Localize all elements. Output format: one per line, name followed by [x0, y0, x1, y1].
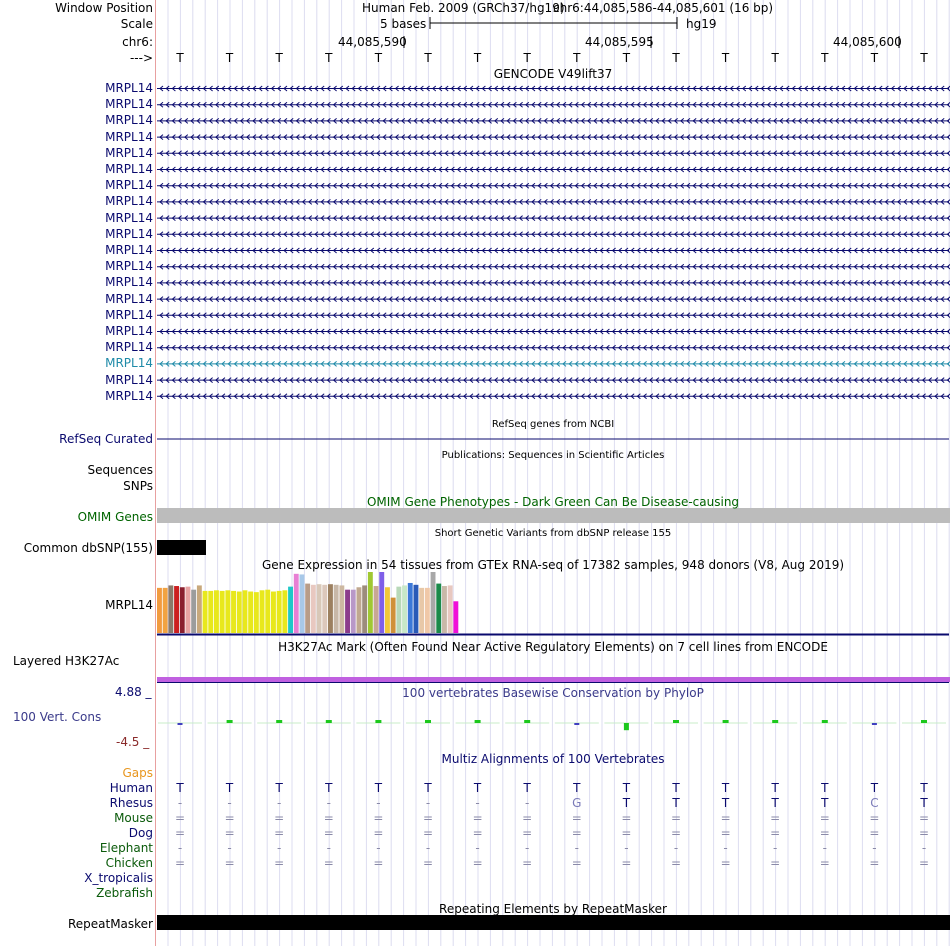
alignment-base: - — [525, 841, 530, 855]
alignment-base: = — [720, 811, 731, 825]
alignment-base: = — [819, 811, 830, 825]
alignment-base: = — [770, 826, 781, 840]
alignment-base: - — [773, 841, 778, 855]
reference-base: T — [573, 51, 581, 65]
gtex-gene-label[interactable]: MRPL14 — [105, 598, 153, 612]
gencode-transcript-label[interactable]: MRPL14 — [105, 372, 153, 387]
gencode-transcript-label[interactable]: MRPL14 — [105, 243, 153, 257]
omim-title: OMIM Gene Phenotypes - Dark Green Can Be Disease-causing — [366, 495, 740, 509]
gtex-tissue-bar — [294, 574, 299, 633]
gtex-tissue-bar — [379, 572, 384, 633]
gencode-transcript-label[interactable]: MRPL14 — [105, 291, 153, 306]
gtex-tissue-bar — [180, 587, 185, 633]
alignment-base: = — [323, 856, 334, 870]
alignment-base: T — [473, 781, 482, 795]
species-label[interactable]: Dog — [128, 826, 153, 840]
alignment-base: = — [224, 826, 235, 840]
alignment-base: = — [918, 856, 930, 870]
multiz-title: Multiz Alignments of 100 Vertebrates — [441, 752, 665, 766]
alignment-base: = — [174, 811, 186, 825]
gtex-tissue-bar — [374, 586, 379, 633]
alignment-base: - — [277, 841, 282, 855]
alignment-base: T — [771, 781, 779, 795]
phylop-score-bar — [772, 720, 778, 723]
species-label[interactable]: Mouse — [114, 811, 153, 825]
reference-base: T — [424, 51, 432, 65]
alignment-base: = — [918, 811, 930, 825]
alignment-base: = — [422, 811, 434, 825]
alignment-base: T — [622, 796, 631, 810]
tick-label-3: 44,085,600 — [833, 35, 902, 49]
gtex-tissue-bar — [214, 590, 219, 633]
reference-base: T — [920, 51, 928, 65]
alignment-base: = — [670, 826, 682, 840]
reference-base: T — [275, 51, 283, 65]
alignment-base: - — [475, 841, 480, 855]
alignment-base: = — [422, 856, 434, 870]
alignment-base: = — [621, 811, 632, 825]
alignment-base: T — [821, 796, 829, 810]
reference-base: T — [325, 51, 333, 65]
gencode-transcript-label[interactable]: MRPL14 — [105, 356, 153, 371]
omim-label[interactable]: OMIM Genes — [77, 510, 153, 524]
phylop-score-bar — [921, 720, 927, 723]
h3k27ac-signal — [157, 677, 950, 682]
scale-text: 5 bases — [380, 17, 427, 31]
repeatmasker-title: Repeating Elements by RepeatMasker — [439, 902, 667, 916]
alignment-base: T — [225, 781, 234, 795]
dbsnp-variant-bar — [157, 540, 206, 555]
alignment-base: = — [770, 811, 781, 825]
gencode-transcript-label[interactable]: MRPL14 — [105, 162, 153, 176]
gencode-transcript-label[interactable]: MRPL14 — [105, 178, 153, 193]
phylop-score-bar — [624, 723, 629, 730]
gencode-transcript-label[interactable]: MRPL14 — [105, 259, 153, 274]
alignment-base: T — [573, 781, 581, 795]
alignment-base: = — [174, 856, 186, 870]
gtex-tissue-bar — [277, 591, 282, 633]
tick-label-1: 44,085,590 — [338, 35, 407, 49]
alignment-base: = — [422, 826, 434, 840]
gtex-tissue-bar — [305, 584, 310, 633]
gtex-tissue-bar — [248, 592, 253, 633]
phylop-ymax: 4.88 _ — [115, 685, 152, 699]
alignment-base: = — [274, 811, 285, 825]
alignment-base: T — [275, 781, 283, 795]
alignment-base: T — [721, 781, 730, 795]
gtex-tissue-bar — [436, 584, 441, 633]
alignment-base: = — [174, 826, 186, 840]
gtex-tissue-bar — [351, 590, 356, 633]
gtex-tissue-bar — [282, 590, 287, 633]
refseq-label[interactable]: RefSeq Curated — [59, 432, 153, 446]
species-label[interactable]: Zebrafish — [96, 886, 153, 900]
alignment-base: = — [522, 856, 533, 870]
alignment-base: - — [376, 841, 381, 855]
phylop-score-bar — [673, 720, 679, 723]
alignment-base: T — [672, 781, 680, 795]
gtex-tissue-bar — [448, 585, 453, 633]
phylop-score-bar — [723, 720, 729, 723]
alignment-base: T — [424, 781, 432, 795]
phylop-score-bar — [524, 720, 530, 723]
gtex-tissue-bar — [396, 587, 401, 633]
phylop-score-bar — [425, 720, 431, 723]
alignment-base: - — [723, 841, 728, 855]
alignment-base: = — [720, 856, 731, 870]
reference-base: T — [870, 51, 879, 65]
gencode-transcript-label[interactable]: MRPL14 — [105, 388, 153, 403]
h3k27ac-label[interactable]: Layered H3K27Ac — [13, 654, 120, 668]
phylop-label[interactable]: 100 Vert. Cons — [13, 710, 102, 724]
gencode-transcript-label[interactable]: MRPL14 — [105, 129, 153, 144]
gtex-tissue-bar — [414, 585, 419, 633]
alignment-base: - — [277, 796, 282, 810]
alignment-base: T — [325, 781, 333, 795]
alignment-base: G — [572, 796, 582, 810]
gencode-transcript-label[interactable]: MRPL14 — [105, 145, 153, 160]
chrom-label: chr6: — [122, 35, 153, 49]
gtex-tissue-bar — [197, 585, 202, 633]
gtex-tissue-bar — [391, 598, 396, 633]
alignment-base: T — [821, 781, 829, 795]
gtex-tissue-bar — [231, 591, 236, 633]
gencode-transcript-label[interactable]: MRPL14 — [105, 81, 153, 95]
gtex-tissue-bar — [385, 587, 390, 633]
gencode-title: GENCODE V49lift37 — [493, 67, 613, 81]
alignment-base: T — [870, 781, 879, 795]
alignment-base: - — [624, 841, 629, 855]
species-label[interactable]: Human — [109, 781, 153, 795]
alignment-base: = — [373, 826, 384, 840]
gtex-tissue-bar — [334, 585, 339, 633]
alignment-base: = — [323, 826, 334, 840]
alignment-base: = — [472, 856, 483, 870]
h3k27ac-title: H3K27Ac Mark (Often Found Near Active Regulatory Elements) on 7 cell lines from ENCODE — [278, 640, 828, 654]
gtex-tissue-bar — [345, 590, 350, 633]
scale-label: Scale — [120, 17, 153, 31]
alignment-base: = — [224, 811, 235, 825]
reference-base: T — [176, 51, 184, 65]
reference-base: T — [721, 51, 730, 65]
dbsnp-title: Short Genetic Variants from dbSNP release 155 — [434, 528, 672, 539]
assembly-text: Human Feb. 2009 (GRCh37/hg19) — [362, 1, 565, 15]
alignment-base: T — [721, 796, 730, 810]
publications-label[interactable]: Sequences — [87, 463, 153, 477]
alignment-base: - — [326, 796, 331, 810]
alignment-base: = — [571, 826, 582, 840]
alignment-base: - — [227, 841, 232, 855]
alignment-base: = — [770, 856, 781, 870]
alignment-base: = — [869, 826, 880, 840]
alignment-base: = — [670, 811, 682, 825]
gencode-transcript-label[interactable]: MRPL14 — [105, 340, 153, 355]
alignment-base: = — [720, 826, 731, 840]
snps-label[interactable]: SNPs — [123, 479, 153, 493]
gtex-tissue-bar — [174, 586, 179, 633]
gtex-tissue-bar — [362, 585, 367, 633]
alignment-base: = — [274, 826, 285, 840]
reference-base: T — [672, 51, 680, 65]
gencode-transcript-label[interactable]: MRPL14 — [105, 194, 153, 209]
repeatmasker-bar — [157, 915, 950, 930]
alignment-base: = — [670, 856, 682, 870]
dbsnp-label[interactable]: Common dbSNP(155) — [23, 541, 153, 555]
gtex-title: Gene Expression in 54 tissues from GTEx RNA-seq of 17382 samples, 948 donors (V8, Aug 2019) — [261, 558, 845, 572]
phylop-title: 100 vertebrates Basewise Conservation by PhyloP — [402, 686, 704, 700]
alignment-base: - — [475, 796, 480, 810]
gtex-tissue-bar — [225, 590, 230, 633]
alignment-base: - — [525, 796, 530, 810]
alignment-base: = — [918, 826, 930, 840]
gtex-tissue-bar — [425, 588, 430, 633]
gtex-tissue-bar — [168, 585, 173, 633]
gencode-transcript-label[interactable]: MRPL14 — [105, 307, 153, 322]
alignment-base: = — [472, 826, 483, 840]
alignment-base: - — [177, 841, 183, 855]
gencode-transcript-label[interactable]: MRPL14 — [105, 97, 153, 112]
gtex-tissue-bar — [339, 585, 344, 633]
phylop-score-bar — [276, 720, 282, 723]
gtex-tissue-bar — [300, 574, 305, 633]
refseq-title: RefSeq genes from NCBI — [491, 419, 615, 430]
publications-title: Publications: Sequences in Scientific Articles — [441, 450, 665, 461]
alignment-base: - — [574, 841, 579, 855]
gtex-tissue-bar — [271, 592, 276, 633]
phylop-score-bar — [475, 720, 481, 723]
gtex-tissue-bar — [191, 590, 196, 633]
position-text: chr6:44,085,586-44,085,601 (16 bp) — [553, 1, 774, 15]
reference-base: T — [374, 51, 383, 65]
phylop-ymin: -4.5 _ — [116, 735, 150, 749]
reference-base: T — [523, 51, 531, 65]
gtex-tissue-bar — [220, 591, 225, 633]
phylop-score-bar — [872, 723, 877, 725]
alignment-base: T — [920, 796, 928, 810]
reference-base: T — [622, 51, 631, 65]
gencode-transcript-label[interactable]: MRPL14 — [105, 324, 153, 338]
gencode-transcript-label[interactable]: MRPL14 — [105, 275, 153, 290]
alignment-base: - — [425, 796, 431, 810]
gtex-tissue-bar — [322, 585, 327, 633]
alignment-base: - — [177, 796, 183, 810]
alignment-base: = — [869, 856, 880, 870]
gtex-tissue-bar — [402, 585, 407, 633]
reference-base: T — [225, 51, 234, 65]
alignment-base: - — [425, 841, 431, 855]
alignment-base: = — [621, 856, 632, 870]
phylop-score-bar — [574, 723, 579, 725]
alignment-base: C — [870, 796, 879, 810]
alignment-base: = — [571, 856, 582, 870]
gtex-tissue-bar — [254, 592, 259, 633]
gtex-tissue-bar — [260, 590, 265, 633]
alignment-base: = — [621, 826, 632, 840]
species-label[interactable]: X_tropicalis — [84, 871, 153, 885]
reference-base: T — [473, 51, 482, 65]
alignment-base: = — [373, 811, 384, 825]
gtex-tissue-bar — [317, 584, 322, 633]
species-label[interactable]: Elephant — [99, 841, 153, 855]
alignment-base: T — [374, 781, 383, 795]
gtex-tissue-bar — [157, 588, 162, 633]
alignment-base: T — [771, 796, 779, 810]
gtex-tissue-bar — [368, 572, 373, 633]
alignment-base: T — [672, 796, 680, 810]
omim-bar — [157, 508, 950, 523]
strand-label: ---> — [129, 51, 153, 65]
alignment-base: T — [523, 781, 531, 795]
alignment-base: - — [227, 796, 232, 810]
gtex-tissue-bar — [453, 601, 458, 633]
gencode-transcript-label[interactable]: MRPL14 — [105, 113, 153, 128]
alignment-base: = — [819, 826, 830, 840]
gtex-tissue-bar — [265, 590, 270, 633]
alignment-base: - — [326, 841, 331, 855]
gtex-tissue-bar — [419, 588, 424, 633]
gtex-tissue-bar — [357, 587, 362, 633]
alignment-base: = — [274, 856, 285, 870]
alignment-base: = — [224, 856, 235, 870]
gtex-tissue-bar — [408, 583, 413, 633]
phylop-score-bar — [227, 720, 233, 723]
gencode-transcript-label[interactable]: MRPL14 — [105, 210, 153, 225]
reference-base: T — [771, 51, 779, 65]
alignment-base: = — [522, 826, 533, 840]
alignment-base: = — [571, 811, 582, 825]
alignment-base: - — [872, 841, 877, 855]
alignment-base: T — [920, 781, 928, 795]
gencode-transcript-label[interactable]: MRPL14 — [105, 226, 153, 241]
species-label[interactable]: Chicken — [105, 856, 153, 870]
gtex-tissue-bar — [288, 587, 293, 633]
alignment-base: = — [869, 811, 880, 825]
gtex-tissue-bar — [431, 572, 436, 633]
reference-base: T — [821, 51, 829, 65]
gtex-tissue-bar — [442, 586, 447, 633]
phylop-score-bar — [326, 720, 332, 723]
species-label[interactable]: Rhesus — [109, 796, 153, 810]
gtex-tissue-bar — [311, 585, 316, 633]
gtex-tissue-bar — [328, 584, 333, 633]
alignment-base: = — [522, 811, 533, 825]
phylop-score-bar — [178, 723, 183, 725]
scale-db: hg19 — [686, 17, 717, 31]
gtex-tissue-bar — [186, 587, 191, 633]
alignment-base: = — [472, 811, 483, 825]
repeatmasker-label[interactable]: RepeatMasker — [67, 917, 153, 931]
gtex-tissue-bar — [243, 590, 248, 633]
alignment-base: - — [921, 841, 927, 855]
gtex-tissue-bar — [237, 592, 242, 633]
alignment-base: T — [622, 781, 631, 795]
alignment-base: - — [376, 796, 381, 810]
gtex-tissue-bar — [163, 588, 168, 633]
alignment-base: T — [176, 781, 184, 795]
gtex-tissue-bar — [208, 591, 213, 633]
tick-label-2: 44,085,595 — [585, 35, 654, 49]
window-position-label: Window Position — [55, 1, 153, 15]
phylop-score-bar — [822, 720, 828, 723]
gaps-label[interactable]: Gaps — [122, 766, 153, 780]
alignment-base: - — [822, 841, 827, 855]
alignment-base: - — [673, 841, 679, 855]
alignment-base: = — [819, 856, 830, 870]
alignment-base: = — [373, 856, 384, 870]
alignment-base: = — [323, 811, 334, 825]
gtex-tissue-bar — [203, 591, 208, 633]
phylop-score-bar — [375, 720, 381, 723]
